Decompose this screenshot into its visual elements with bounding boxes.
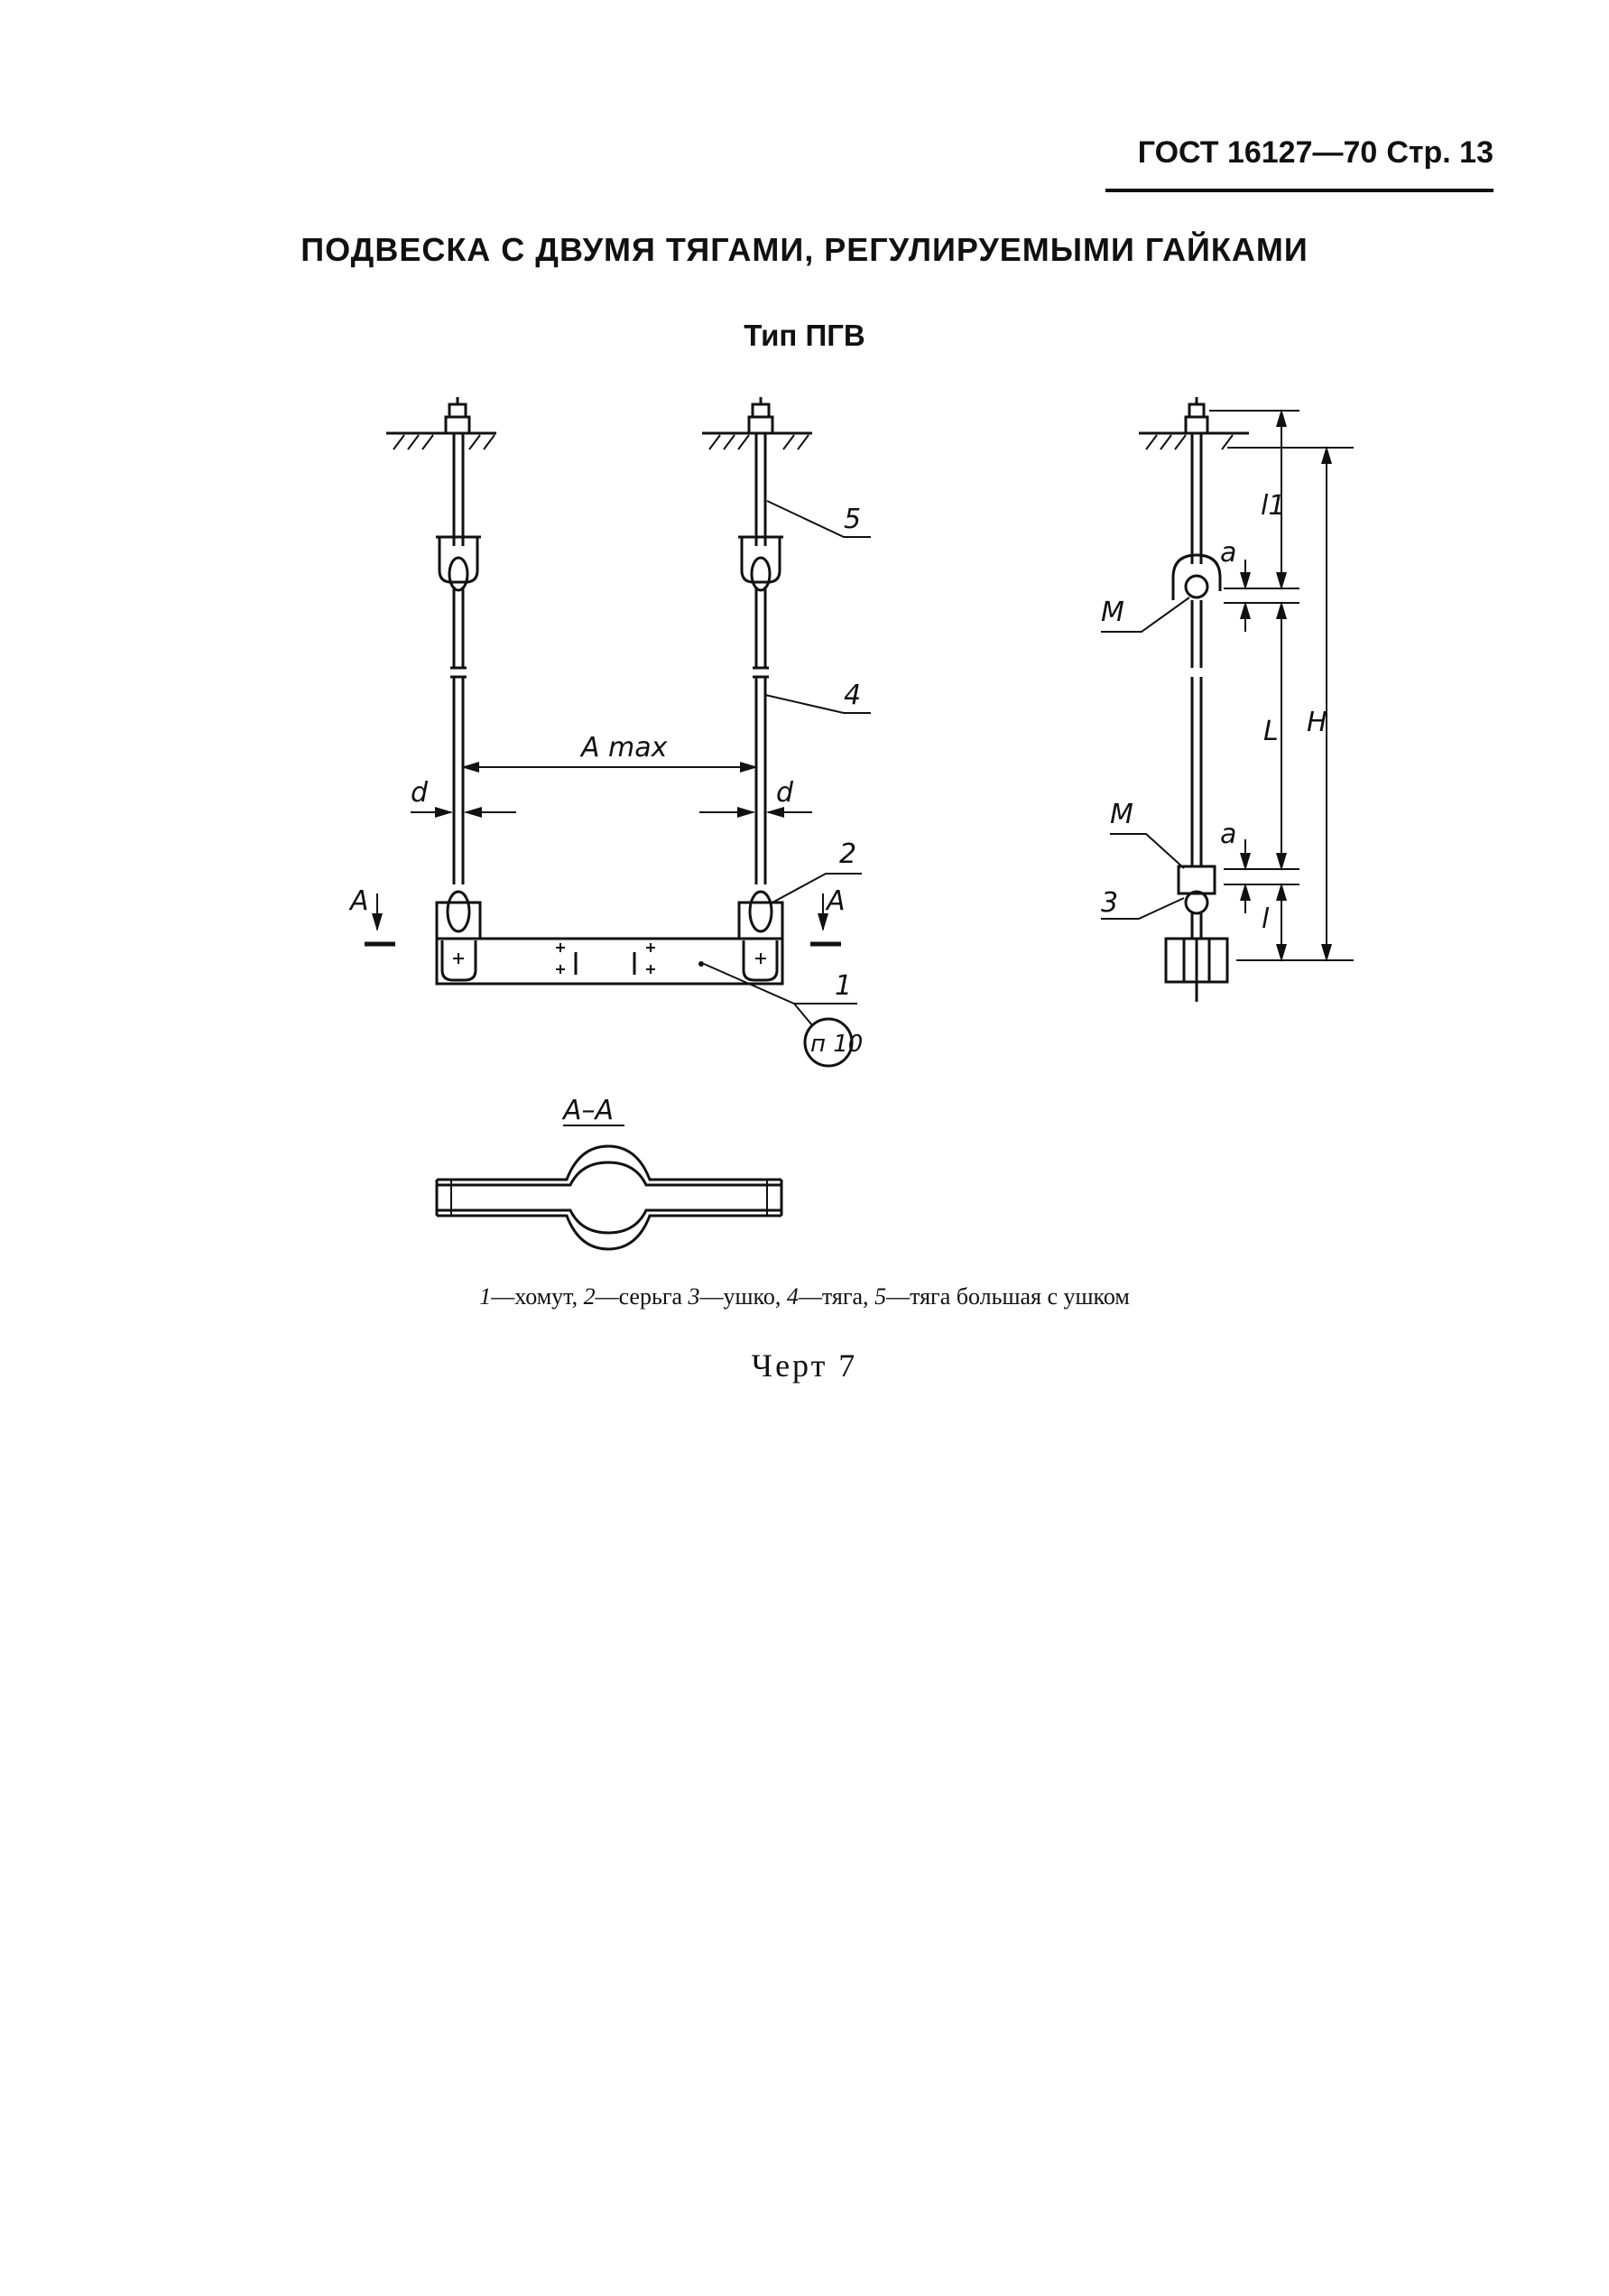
label-part3: 3 xyxy=(1101,887,1119,919)
page-title: ПОДВЕСКА С ДВУМЯ ТЯГАМИ, РЕГУЛИРУЕМЫМИ ГАЙКАМИ xyxy=(301,231,1308,268)
legend-text-3: —ушко, xyxy=(699,1283,787,1310)
figure-caption: Черт 7 xyxy=(751,1347,858,1384)
label-H: H xyxy=(1307,707,1327,738)
label-amax: A max xyxy=(581,732,668,764)
legend-num-5: 5 xyxy=(874,1283,887,1310)
label-section-a-right: A xyxy=(827,885,846,917)
standard-number: ГОСТ 16127—70 xyxy=(1137,135,1378,170)
legend-num-1: 1 xyxy=(479,1283,492,1310)
label-m-bottom: M xyxy=(1110,799,1133,830)
parts-legend xyxy=(0,1283,1609,1310)
left-hanger-rod xyxy=(386,397,496,939)
label-section-a-a: A–A xyxy=(563,1095,615,1126)
legend-num-2: 2 xyxy=(583,1283,596,1310)
legend-text-1: —хомут, xyxy=(491,1283,584,1310)
page-number: Стр. 13 xyxy=(1386,135,1493,170)
label-d-left: d xyxy=(411,777,429,809)
label-L: L xyxy=(1263,716,1279,747)
label-d-right: d xyxy=(776,777,794,809)
legend-text-4: —тяга, xyxy=(798,1283,875,1310)
label-part5: 5 xyxy=(844,504,862,535)
legend-text-2: —серьга xyxy=(595,1283,689,1310)
label-part2: 2 xyxy=(839,838,857,870)
label-n10: п 10 xyxy=(810,1031,864,1058)
label-a-top: a xyxy=(1220,537,1237,569)
label-l: l xyxy=(1262,903,1270,935)
clamp-bar xyxy=(437,939,782,984)
legend-num-4: 4 xyxy=(786,1283,799,1310)
type-subtitle: Тип ПГВ xyxy=(744,319,865,352)
legend-text-5: —тяга большая с ушком xyxy=(886,1283,1130,1310)
legend-num-3: 3 xyxy=(688,1283,700,1310)
label-section-a-left: A xyxy=(350,885,369,917)
right-hanger-rod xyxy=(702,397,812,939)
section-a-a-view xyxy=(437,1125,781,1249)
label-a-bottom: a xyxy=(1220,819,1237,850)
label-part1: 1 xyxy=(835,970,853,1002)
label-l1: l1 xyxy=(1261,490,1286,522)
label-part4: 4 xyxy=(844,680,862,711)
label-m-top: M xyxy=(1101,597,1124,628)
clamp-crosses xyxy=(453,943,766,974)
